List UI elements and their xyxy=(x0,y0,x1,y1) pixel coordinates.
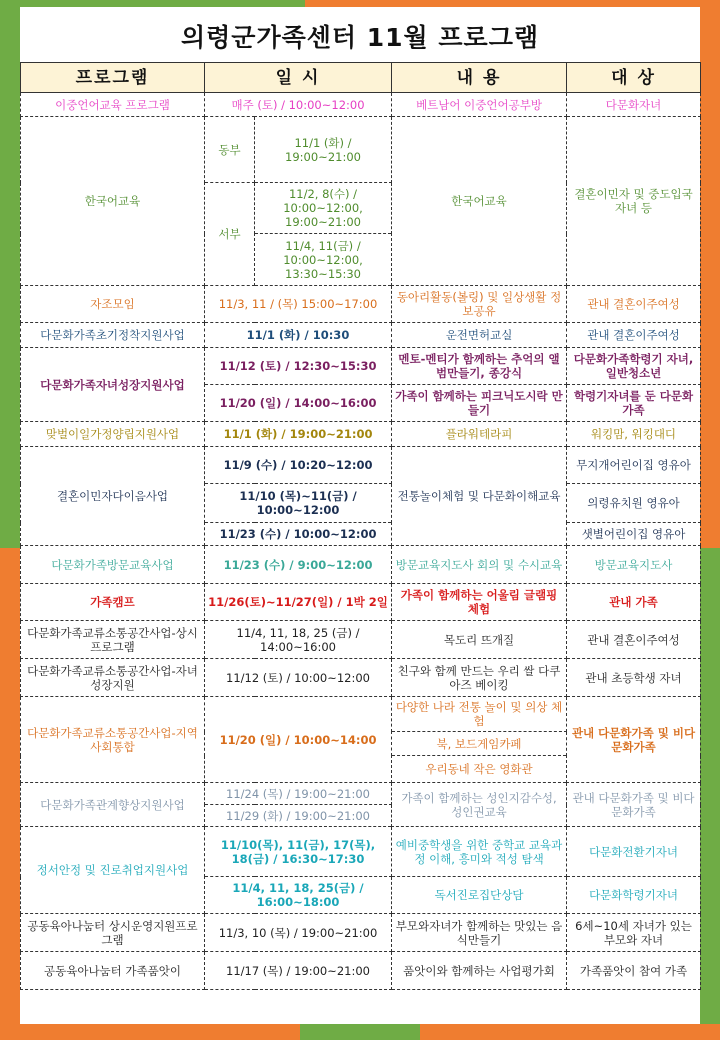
content-cell: 가족이 함께하는 피크닉도시락 만들기 xyxy=(392,385,567,422)
content-cell: 동아리활동(볼링) 및 일상생활 정보공유 xyxy=(392,286,567,323)
content-cell: 북, 보드게임카페 xyxy=(392,732,567,756)
table-row xyxy=(21,348,701,385)
schedule-cell: 11/4, 11(금) / 10:00~12:00, 13:30~15:30 xyxy=(255,234,392,286)
orange-band-bottom-right xyxy=(420,1024,720,1040)
table-row xyxy=(21,546,701,584)
table-row xyxy=(21,286,701,323)
content-cell: 베트남어 이중언어공부방 xyxy=(392,93,567,117)
content-cell: 우리동네 작은 영화관 xyxy=(392,756,567,783)
table-row xyxy=(21,952,701,990)
table-row xyxy=(21,621,701,659)
program-cell: 다문화가족초기정착지원사업 xyxy=(21,323,205,348)
table-row xyxy=(21,584,701,621)
table-row xyxy=(21,783,701,805)
schedule-cell: 11/12 (토) / 10:00~12:00 xyxy=(205,659,392,697)
content-cell: 예비중학생을 위한 중학교 교육과정 이해, 흥미와 적성 탐색 xyxy=(392,827,567,877)
target-cell: 관내 가족 xyxy=(567,584,701,621)
target-cell: 관내 결혼이주여성 xyxy=(567,323,701,348)
content-cell: 친구와 함께 만드는 우리 쌀 다쿠아즈 베이킹 xyxy=(392,659,567,697)
schedule-cell: 11/24 (목) / 19:00~21:00 xyxy=(205,783,392,805)
content-cell: 품앗이와 함께하는 사업평가회 xyxy=(392,952,567,990)
green-band-left-top xyxy=(0,0,20,548)
table-header-row xyxy=(21,63,701,93)
orange-band-bottom-left xyxy=(0,1024,300,1040)
target-cell: 관내 결혼이주여성 xyxy=(567,621,701,659)
target-cell: 샛별어린이집 영유아 xyxy=(567,523,701,546)
schedule-cell: 11/26(토)~11/27(일) / 1박 2일 xyxy=(205,584,392,621)
program-cell: 다문화가족교류소통공간사업-지역사회통합 xyxy=(21,697,205,783)
program-cell: 이중언어교육 프로그램 xyxy=(21,93,205,117)
schedule-cell: 11/1 (화) / 19:00~21:00 xyxy=(205,422,392,447)
content-cell: 부모와자녀가 함께하는 맛있는 음식만들기 xyxy=(392,914,567,952)
content-cell: 목도리 뜨개질 xyxy=(392,621,567,659)
schedule-cell: 11/2, 8(수) / 10:00~12:00, 19:00~21:00 xyxy=(255,183,392,234)
content-cell: 플라워테라피 xyxy=(392,422,567,447)
program-cell: 다문화가족관계향상지원사업 xyxy=(21,783,205,827)
target-cell: 다문화학령기자녀 xyxy=(567,877,701,914)
content-cell: 다양한 나라 전통 놀이 및 의상 체험 xyxy=(392,697,567,732)
schedule-cell: 11/23 (수) / 9:00~12:00 xyxy=(205,546,392,584)
schedule-cell: 11/29 (화) / 19:00~21:00 xyxy=(205,805,392,827)
target-cell: 워킹맘, 워킹대디 xyxy=(567,422,701,447)
target-cell: 관내 결혼이주여성 xyxy=(567,286,701,323)
target-cell: 관내 다문화가족 및 비다문화가족 xyxy=(567,783,701,827)
program-cell: 다문화가족자녀성장지원사업 xyxy=(21,348,205,422)
header-program: 프로그램 xyxy=(21,63,205,93)
content-cell: 한국어교육 xyxy=(392,117,567,286)
schedule-cell: 11/17 (목) / 19:00~21:00 xyxy=(205,952,392,990)
green-band-bottom-mid xyxy=(300,1024,420,1040)
program-cell: 공동육아나눔터 가족품앗이 xyxy=(21,952,205,990)
header-target: 대 상 xyxy=(567,63,701,93)
schedule-cell: 11/12 (토) / 12:30~15:30 xyxy=(205,348,392,385)
orange-band-top-right xyxy=(305,0,720,7)
schedule-cell: 11/3, 11 / (목) 15:00~17:00 xyxy=(205,286,392,323)
header-content: 내 용 xyxy=(392,63,567,93)
orange-band-right-top xyxy=(700,0,720,548)
schedule-cell: 11/20 (일) / 14:00~16:00 xyxy=(205,385,392,422)
target-cell: 무지개어린이집 영유아 xyxy=(567,447,701,484)
table-row xyxy=(21,827,701,877)
program-table xyxy=(20,62,701,990)
schedule-cell: 11/9 (수) / 10:20~12:00 xyxy=(205,447,392,484)
region-cell: 동부 xyxy=(205,117,255,183)
target-cell: 다문화전환기자녀 xyxy=(567,827,701,877)
content-cell: 가족이 함께하는 성인지감수성, 성인권교육 xyxy=(392,783,567,827)
schedule-cell: 11/20 (일) / 10:00~14:00 xyxy=(205,697,392,783)
table-row xyxy=(21,422,701,447)
schedule-cell: 11/4, 11, 18, 25 (금) / 14:00~16:00 xyxy=(205,621,392,659)
table-row xyxy=(21,659,701,697)
table-row xyxy=(21,914,701,952)
target-cell: 다문화가족학령기 자녀, 일반청소년 xyxy=(567,348,701,385)
schedule-cell: 11/4, 11, 18, 25(금) / 16:00~18:00 xyxy=(205,877,392,914)
page-title: 의령군가족센터 11월 프로그램 xyxy=(181,23,539,52)
green-band-right-bottom xyxy=(700,548,720,1040)
schedule-cell: 11/23 (수) / 10:00~12:00 xyxy=(205,523,392,546)
target-cell: 학령기자녀를 둔 다문화가족 xyxy=(567,385,701,422)
schedule-cell: 11/1 (화) / 19:00~21:00 xyxy=(255,117,392,183)
schedule-cell: 11/1 (화) / 10:30 xyxy=(205,323,392,348)
target-cell: 관내 다문화가족 및 비다문화가족 xyxy=(567,697,701,783)
program-cell: 한국어교육 xyxy=(21,117,205,286)
target-cell: 의령유치원 영유아 xyxy=(567,484,701,523)
table-row xyxy=(21,447,701,484)
program-cell: 자조모임 xyxy=(21,286,205,323)
content-cell: 운전면허교실 xyxy=(392,323,567,348)
program-cell: 맞벌이일가정양립지원사업 xyxy=(21,422,205,447)
content-cell: 방문교육지도사 회의 및 수시교육 xyxy=(392,546,567,584)
target-cell: 결혼이민자 및 중도입국자녀 등 xyxy=(567,117,701,286)
header-schedule: 일 시 xyxy=(205,63,392,93)
target-cell: 방문교육지도사 xyxy=(567,546,701,584)
program-cell: 정서안정 및 진로취업지원사업 xyxy=(21,827,205,914)
region-cell: 서부 xyxy=(205,183,255,286)
schedule-cell: 11/10(목), 11(금), 17(목), 18(금) / 16:30~17:30 xyxy=(205,827,392,877)
target-cell: 다문화자녀 xyxy=(567,93,701,117)
table-row xyxy=(21,93,701,117)
schedule-cell: 매주 (토) / 10:00~12:00 xyxy=(205,93,392,117)
program-cell: 공동육아나눔터 상시운영지원프로그램 xyxy=(21,914,205,952)
green-band-top-left xyxy=(0,0,305,7)
content-cell: 독서진로집단상담 xyxy=(392,877,567,914)
program-cell: 다문화가족교류소통공간사업-자녀성장지원 xyxy=(21,659,205,697)
program-cell: 가족캠프 xyxy=(21,584,205,621)
target-cell: 관내 초등학생 자녀 xyxy=(567,659,701,697)
table-row xyxy=(21,323,701,348)
content-cell: 멘토-멘티가 함께하는 추억의 앨범만들기, 종강식 xyxy=(392,348,567,385)
content-cell: 가족이 함께하는 어울림 글램핑 체험 xyxy=(392,584,567,621)
program-cell: 다문화가족방문교육사업 xyxy=(21,546,205,584)
content-cell: 전통놀이체험 및 다문화이해교육 xyxy=(392,447,567,546)
program-cell: 다문화가족교류소통공간사업-상시프로그램 xyxy=(21,621,205,659)
program-cell: 결혼이민자다이음사업 xyxy=(21,447,205,546)
target-cell: 6세~10세 자녀가 있는 부모와 자녀 xyxy=(567,914,701,952)
schedule-cell: 11/3, 10 (목) / 19:00~21:00 xyxy=(205,914,392,952)
table-row xyxy=(21,117,701,183)
orange-band-left-bottom xyxy=(0,548,20,1040)
schedule-cell: 11/10 (목)~11(금) / 10:00~12:00 xyxy=(205,484,392,523)
table-row xyxy=(21,697,701,732)
target-cell: 가족품앗이 참여 가족 xyxy=(567,952,701,990)
